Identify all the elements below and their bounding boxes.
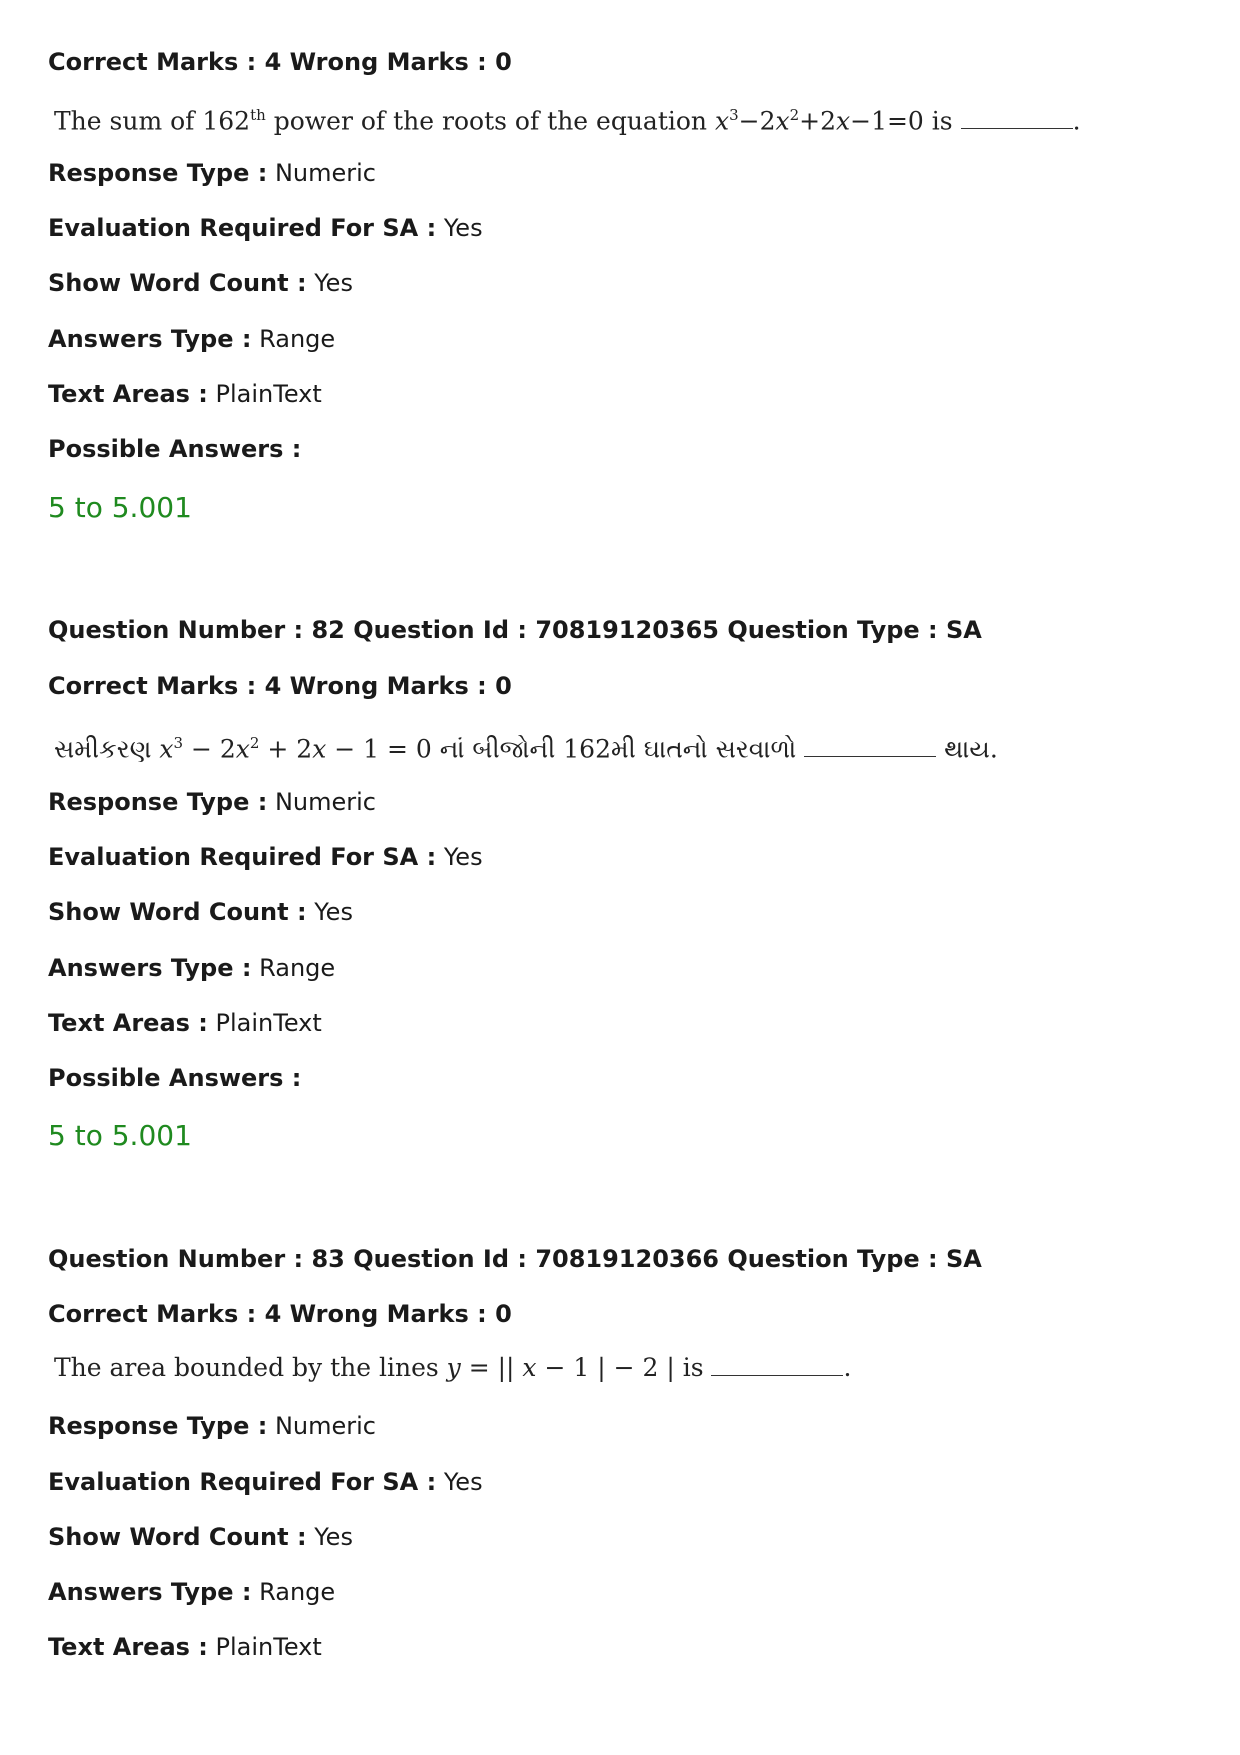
possible-answer: 5 to 5.001 [48, 1119, 192, 1152]
marks-line: Correct Marks : 4 Wrong Marks : 0 [48, 672, 512, 700]
answer-blank [961, 106, 1073, 129]
question-text: The area bounded by the lines y = || x − 1 | − 2 | is . [54, 1353, 852, 1382]
answers-type: Answers Type : Range [48, 325, 336, 353]
possible-answers-label: Possible Answers : [48, 435, 302, 463]
response-type: Response Type : Numeric [48, 159, 376, 187]
question-header: Question Number : 82 Question Id : 70819120365 Question Type : SA [48, 616, 982, 644]
possible-answer: 5 to 5.001 [48, 491, 192, 524]
answers-type: Answers Type : Range [48, 1578, 336, 1606]
response-type: Response Type : Numeric [48, 1412, 376, 1440]
show-word-count: Show Word Count : Yes [48, 898, 353, 926]
marks-line: Correct Marks : 4 Wrong Marks : 0 [48, 48, 512, 76]
evaluation-required: Evaluation Required For SA : Yes [48, 214, 483, 242]
answers-type: Answers Type : Range [48, 954, 336, 982]
text-areas: Text Areas : PlainText [48, 380, 322, 408]
text-areas: Text Areas : PlainText [48, 1009, 322, 1037]
answer-blank [711, 1353, 843, 1376]
question-header: Question Number : 83 Question Id : 70819120366 Question Type : SA [48, 1245, 982, 1273]
text-areas: Text Areas : PlainText [48, 1633, 322, 1661]
question-text: The sum of 162th power of the roots of the equation $x^3-2x^2+2x-1=0$ is . [54, 106, 1081, 136]
show-word-count: Show Word Count : Yes [48, 1523, 353, 1551]
marks-line: Correct Marks : 4 Wrong Marks : 0 [48, 1300, 512, 1328]
question-text: સમીકરણ $x^3 - 2x^2 + 2x - 1 = 0$ નાં બીજોની 162મી ઘાતનો સરવાળો થાય. [54, 734, 998, 764]
possible-answers-label: Possible Answers : [48, 1064, 302, 1092]
evaluation-required: Evaluation Required For SA : Yes [48, 843, 483, 871]
show-word-count: Show Word Count : Yes [48, 269, 353, 297]
evaluation-required: Evaluation Required For SA : Yes [48, 1468, 483, 1496]
response-type: Response Type : Numeric [48, 788, 376, 816]
answer-blank [804, 734, 936, 757]
